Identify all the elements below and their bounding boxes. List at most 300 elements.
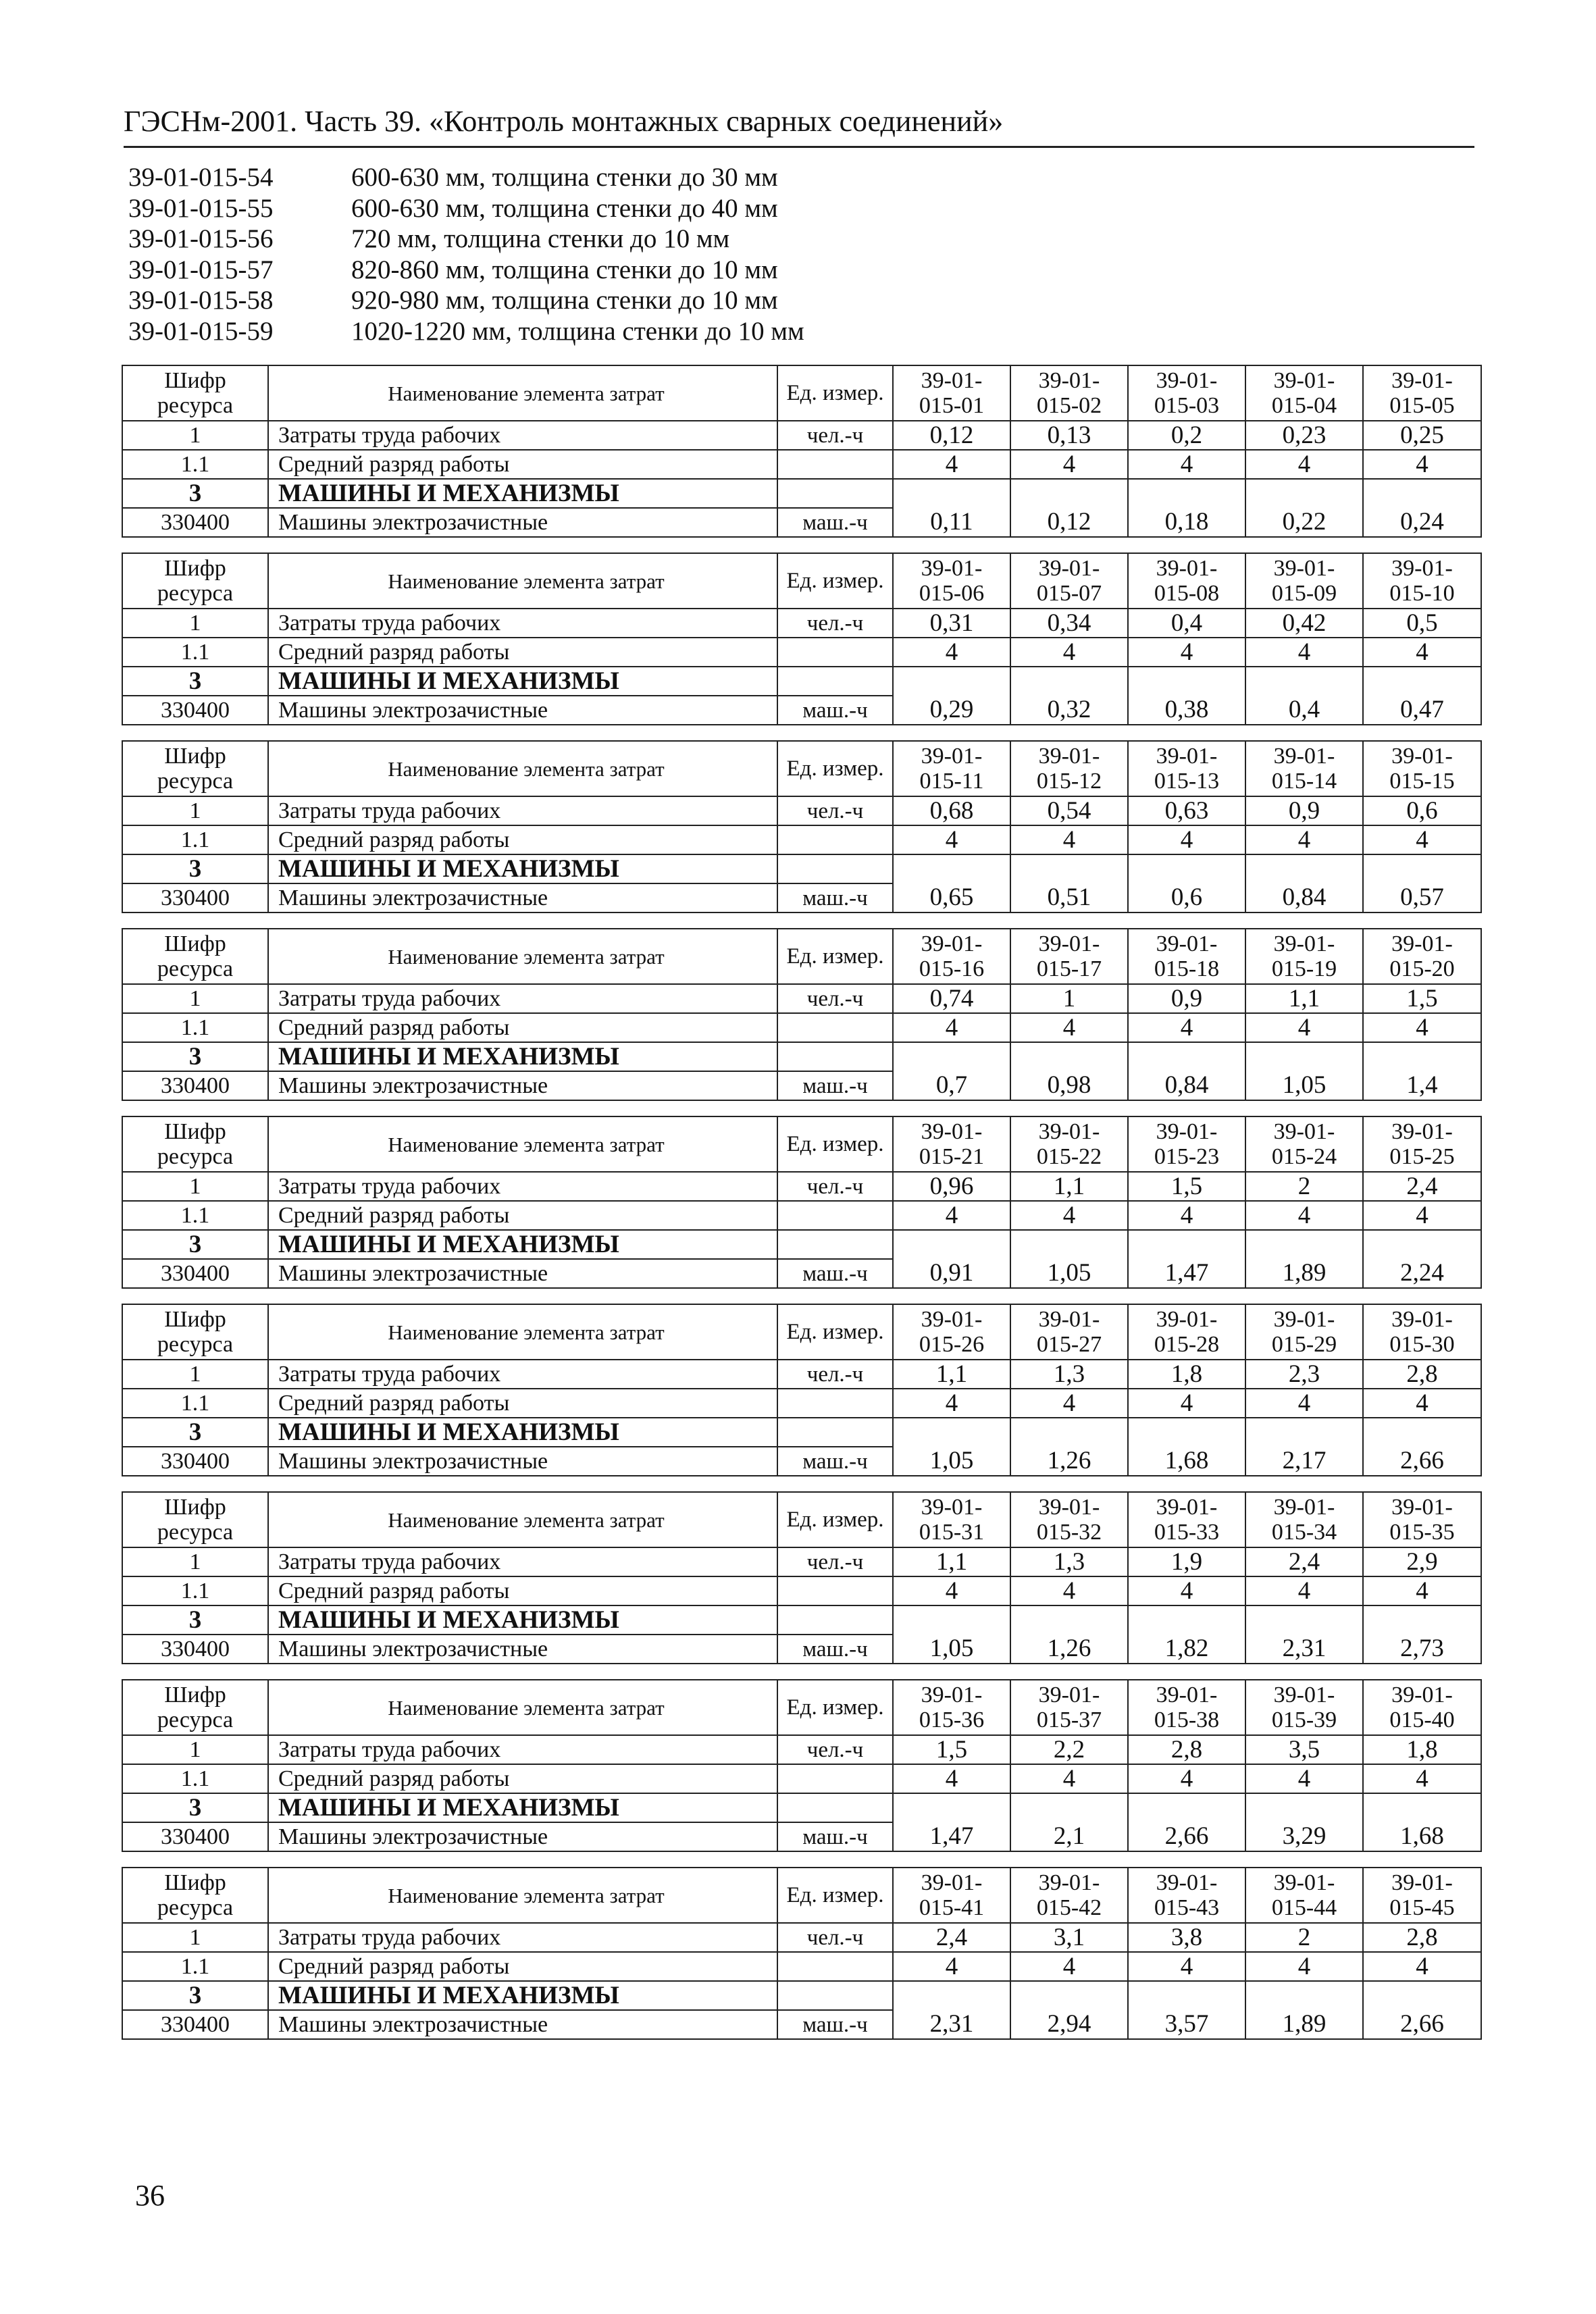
machine-value: 2,31	[893, 2010, 1010, 2039]
table-row-labor	[122, 609, 1481, 638]
grade-value: 4	[893, 1576, 1010, 1605]
row-unit	[777, 1576, 893, 1605]
row-code: 3	[122, 1981, 268, 2010]
row-name: МАШИНЫ И МЕХАНИЗМЫ	[268, 1042, 777, 1071]
labor-value: 0,5	[1363, 609, 1481, 638]
name-header: Наименование элемента затрат	[268, 741, 777, 796]
labor-value: 2,4	[1363, 1172, 1481, 1201]
norm-code-header	[1363, 553, 1481, 609]
labor-value: 2,2	[1010, 1735, 1128, 1764]
empty-cell	[893, 1793, 1010, 1822]
row-name: Средний разряд работы	[268, 1013, 777, 1042]
table-row-labor	[122, 1735, 1481, 1764]
empty-cell	[1245, 1605, 1363, 1635]
norm-code-header	[1010, 553, 1128, 609]
table-row-machine	[122, 1259, 1481, 1288]
machine-value: 0,84	[1245, 883, 1363, 912]
norm-code-header	[893, 1680, 1010, 1735]
row-name: Затраты труда рабочих	[268, 1735, 777, 1764]
row-code: 3	[122, 667, 268, 696]
labor-value: 1,1	[893, 1547, 1010, 1576]
row-unit: маш.-ч	[777, 508, 893, 537]
machine-value: 0,29	[893, 696, 1010, 725]
machine-value: 2,24	[1363, 1259, 1481, 1288]
norm-code-line1: 39-01-	[1038, 1307, 1100, 1332]
row-name: Затраты труда рабочих	[268, 984, 777, 1013]
description-row	[128, 224, 804, 255]
row-code: 3	[122, 1793, 268, 1822]
labor-value: 0,9	[1128, 984, 1245, 1013]
norm-code-line2: 015-25	[1389, 1144, 1455, 1169]
norm-code-line1: 39-01-	[1156, 1870, 1218, 1895]
norm-code-line1: 39-01-	[1156, 1119, 1218, 1144]
unit-header: Ед. измер.	[777, 1116, 893, 1172]
empty-cell	[1245, 1042, 1363, 1071]
grade-value: 4	[1363, 1576, 1481, 1605]
empty-cell	[893, 479, 1010, 508]
grade-value: 4	[1128, 1389, 1245, 1418]
row-name: Затраты труда рабочих	[268, 1547, 777, 1576]
code-header-line1: Шифр	[164, 931, 226, 956]
norm-code-line2: 015-12	[1036, 769, 1102, 794]
description-row	[128, 162, 804, 193]
empty-cell	[1010, 1418, 1128, 1447]
norm-code-line1: 39-01-	[1156, 368, 1218, 393]
description-text: 600-630 мм, толщина стенки до 30 мм	[351, 163, 778, 192]
norm-code-line2: 015-37	[1036, 1707, 1102, 1732]
empty-cell	[893, 1605, 1010, 1635]
norm-code-line1: 39-01-	[1156, 556, 1218, 581]
table-row-grade	[122, 1576, 1481, 1605]
row-code: 330400	[122, 1447, 268, 1476]
row-code: 1	[122, 609, 268, 638]
norm-code-line2: 015-43	[1154, 1895, 1220, 1920]
labor-value: 2,8	[1363, 1360, 1481, 1389]
row-unit	[777, 638, 893, 667]
machine-value: 1,89	[1245, 1259, 1363, 1288]
norm-code-line2: 015-15	[1389, 769, 1455, 794]
norm-code-header	[1245, 365, 1363, 421]
grade-value: 4	[1128, 1576, 1245, 1605]
row-unit	[777, 1013, 893, 1042]
code-header	[122, 1680, 268, 1735]
norm-code-header	[1010, 1304, 1128, 1360]
row-code: 1	[122, 984, 268, 1013]
labor-value: 0,6	[1363, 796, 1481, 825]
row-unit	[777, 1389, 893, 1418]
machine-value: 0,57	[1363, 883, 1481, 912]
cost-table	[122, 1491, 1482, 1664]
row-name: Средний разряд работы	[268, 1952, 777, 1981]
code-header-line1: Шифр	[164, 1119, 226, 1144]
norm-code-header	[893, 1492, 1010, 1547]
machine-value: 1,26	[1010, 1635, 1128, 1664]
empty-cell	[1128, 667, 1245, 696]
row-name: Средний разряд работы	[268, 1576, 777, 1605]
norm-code-line1: 39-01-	[921, 1119, 983, 1144]
table-row-labor	[122, 1547, 1481, 1576]
norm-code-line1: 39-01-	[1038, 1682, 1100, 1707]
machine-value: 0,12	[1010, 508, 1128, 537]
norm-code-line2: 015-18	[1154, 956, 1220, 981]
row-code: 330400	[122, 1071, 268, 1100]
table-header-row	[122, 553, 1481, 609]
norm-code-header	[1010, 1868, 1128, 1923]
row-code: 3	[122, 1042, 268, 1071]
labor-value: 2,4	[1245, 1547, 1363, 1576]
unit-header: Ед. измер.	[777, 1680, 893, 1735]
norm-code-header	[1128, 929, 1245, 984]
row-code: 1	[122, 796, 268, 825]
machine-value: 1,05	[1010, 1259, 1128, 1288]
norm-code-line1: 39-01-	[1038, 368, 1100, 393]
empty-cell	[777, 1042, 893, 1071]
norm-code-line2: 015-29	[1271, 1332, 1337, 1357]
row-name: МАШИНЫ И МЕХАНИЗМЫ	[268, 1418, 777, 1447]
norm-code-header	[1010, 1116, 1128, 1172]
norm-code-header	[1128, 553, 1245, 609]
labor-value: 2,8	[1363, 1923, 1481, 1952]
norm-code-line2: 015-07	[1036, 581, 1102, 606]
norm-code-line1: 39-01-	[1156, 931, 1218, 956]
labor-value: 0,9	[1245, 796, 1363, 825]
norm-code-line2: 015-45	[1389, 1895, 1455, 1920]
description-text: 600-630 мм, толщина стенки до 40 мм	[351, 193, 778, 223]
machine-value: 1,26	[1010, 1447, 1128, 1476]
labor-value: 0,54	[1010, 796, 1128, 825]
row-unit	[777, 1764, 893, 1793]
row-code: 1.1	[122, 1952, 268, 1981]
table-row-machine	[122, 1071, 1481, 1100]
norm-code-line2: 015-19	[1271, 956, 1337, 981]
norm-code-line2: 015-17	[1036, 956, 1102, 981]
code-header	[122, 1116, 268, 1172]
grade-value: 4	[893, 1952, 1010, 1981]
empty-cell	[777, 854, 893, 883]
code-header-line2: ресурса	[157, 581, 234, 606]
row-unit: маш.-ч	[777, 2010, 893, 2039]
table-header-row	[122, 741, 1481, 796]
norm-code-header	[893, 929, 1010, 984]
empty-cell	[1128, 1605, 1245, 1635]
code-header-line2: ресурса	[157, 1332, 234, 1357]
norm-code-line2: 015-33	[1154, 1520, 1220, 1545]
table-header-row	[122, 1868, 1481, 1923]
labor-value: 1	[1010, 984, 1128, 1013]
code-header-line1: Шифр	[164, 1495, 226, 1520]
empty-cell	[1128, 1793, 1245, 1822]
labor-value: 0,2	[1128, 421, 1245, 450]
empty-cell	[893, 1981, 1010, 2010]
norm-code-line2: 015-30	[1389, 1332, 1455, 1357]
table-row-labor	[122, 1172, 1481, 1201]
unit-header: Ед. измер.	[777, 741, 893, 796]
norm-code-line1: 39-01-	[921, 368, 983, 393]
norm-code-line1: 39-01-	[1038, 931, 1100, 956]
norm-code-line1: 39-01-	[1273, 556, 1335, 581]
grade-value: 4	[1245, 450, 1363, 479]
machine-value: 2,66	[1363, 2010, 1481, 2039]
code-header-line1: Шифр	[164, 1870, 226, 1895]
cost-table	[122, 1679, 1482, 1852]
machine-value: 0,65	[893, 883, 1010, 912]
row-name: Средний разряд работы	[268, 638, 777, 667]
labor-value: 2,3	[1245, 1360, 1363, 1389]
grade-value: 4	[893, 450, 1010, 479]
row-name: Машины электрозачистные	[268, 1259, 777, 1288]
row-name: Затраты труда рабочих	[268, 1360, 777, 1389]
empty-cell	[893, 667, 1010, 696]
name-header: Наименование элемента затрат	[268, 1304, 777, 1360]
labor-value: 0,74	[893, 984, 1010, 1013]
norm-code-line2: 015-06	[919, 581, 985, 606]
row-unit: чел.-ч	[777, 609, 893, 638]
table-row-machine	[122, 2010, 1481, 2039]
empty-cell	[893, 1042, 1010, 1071]
row-unit: чел.-ч	[777, 1923, 893, 1952]
grade-value: 4	[1245, 1389, 1363, 1418]
machine-value: 3,57	[1128, 2010, 1245, 2039]
empty-cell	[1245, 1793, 1363, 1822]
empty-cell	[777, 667, 893, 696]
empty-cell	[1010, 667, 1128, 696]
labor-value: 0,63	[1128, 796, 1245, 825]
table-row-labor	[122, 1360, 1481, 1389]
row-unit	[777, 1201, 893, 1230]
empty-cell	[1128, 1981, 1245, 2010]
norm-code-header	[893, 1304, 1010, 1360]
code-header	[122, 1304, 268, 1360]
grade-value: 4	[1245, 825, 1363, 854]
norm-code-line1: 39-01-	[1273, 1682, 1335, 1707]
row-code: 330400	[122, 883, 268, 912]
norm-code-header	[893, 1116, 1010, 1172]
grade-value: 4	[1128, 1013, 1245, 1042]
unit-header: Ед. измер.	[777, 365, 893, 421]
name-header: Наименование элемента затрат	[268, 553, 777, 609]
row-code: 330400	[122, 508, 268, 537]
row-name: Затраты труда рабочих	[268, 1172, 777, 1201]
code-header	[122, 553, 268, 609]
grade-value: 4	[1245, 1201, 1363, 1230]
norm-code-line1: 39-01-	[1391, 744, 1453, 769]
row-unit: чел.-ч	[777, 984, 893, 1013]
norm-code-line2: 015-24	[1271, 1144, 1337, 1169]
machine-value: 1,05	[893, 1635, 1010, 1664]
grade-value: 4	[893, 1764, 1010, 1793]
row-unit	[777, 825, 893, 854]
row-code: 1.1	[122, 638, 268, 667]
row-code: 3	[122, 479, 268, 508]
grade-value: 4	[1010, 638, 1128, 667]
labor-value: 1,3	[1010, 1360, 1128, 1389]
machine-value: 0,7	[893, 1071, 1010, 1100]
labor-value: 0,42	[1245, 609, 1363, 638]
row-unit: чел.-ч	[777, 1360, 893, 1389]
grade-value: 4	[1010, 1952, 1128, 1981]
empty-cell	[1245, 1230, 1363, 1259]
machine-value: 1,47	[893, 1822, 1010, 1851]
row-code: 1	[122, 1735, 268, 1764]
norm-code-header	[1128, 1492, 1245, 1547]
empty-cell	[1128, 854, 1245, 883]
cost-table	[122, 740, 1482, 913]
norm-code-header	[1010, 1680, 1128, 1735]
norm-code-line2: 015-10	[1389, 581, 1455, 606]
row-name: Машины электрозачистные	[268, 1635, 777, 1664]
machine-value: 2,31	[1245, 1635, 1363, 1664]
machine-value: 0,18	[1128, 508, 1245, 537]
machine-value: 2,94	[1010, 2010, 1128, 2039]
table-row-machines-group	[122, 1418, 1481, 1447]
labor-value: 1,1	[893, 1360, 1010, 1389]
row-code: 1.1	[122, 1389, 268, 1418]
machine-value: 0,47	[1363, 696, 1481, 725]
name-header: Наименование элемента затрат	[268, 1116, 777, 1172]
norm-code-header	[1010, 365, 1128, 421]
row-code: 1.1	[122, 1576, 268, 1605]
description-code: 39-01-015-55	[128, 193, 274, 223]
norm-code-line2: 015-20	[1389, 956, 1455, 981]
table-header-row	[122, 1304, 1481, 1360]
row-code: 1.1	[122, 1013, 268, 1042]
row-code: 330400	[122, 2010, 268, 2039]
grade-value: 4	[1245, 638, 1363, 667]
grade-value: 4	[893, 638, 1010, 667]
machine-value: 2,66	[1363, 1447, 1481, 1476]
code-header	[122, 1492, 268, 1547]
machine-value: 0,4	[1245, 696, 1363, 725]
norm-code-line1: 39-01-	[1391, 1307, 1453, 1332]
norm-code-line1: 39-01-	[921, 1682, 983, 1707]
name-header: Наименование элемента затрат	[268, 1492, 777, 1547]
row-name: Машины электрозачистные	[268, 1447, 777, 1476]
empty-cell	[1128, 1418, 1245, 1447]
row-code: 3	[122, 1418, 268, 1447]
name-header: Наименование элемента затрат	[268, 1868, 777, 1923]
code-header-line2: ресурса	[157, 1520, 234, 1545]
row-name: Машины электрозачистные	[268, 2010, 777, 2039]
norm-code-header	[1245, 553, 1363, 609]
empty-cell	[777, 479, 893, 508]
row-name: МАШИНЫ И МЕХАНИЗМЫ	[268, 667, 777, 696]
table-row-grade	[122, 1952, 1481, 1981]
empty-cell	[1010, 1605, 1128, 1635]
grade-value: 4	[1363, 1389, 1481, 1418]
norm-code-line2: 015-39	[1271, 1707, 1337, 1732]
empty-cell	[1363, 1981, 1481, 2010]
row-code: 330400	[122, 1822, 268, 1851]
grade-value: 4	[1128, 450, 1245, 479]
empty-cell	[1128, 1042, 1245, 1071]
norm-code-line1: 39-01-	[1038, 1119, 1100, 1144]
table-row-machines-group	[122, 1042, 1481, 1071]
grade-value: 4	[1245, 1576, 1363, 1605]
machine-value: 1,05	[1245, 1071, 1363, 1100]
grade-value: 4	[893, 825, 1010, 854]
row-name: Средний разряд работы	[268, 825, 777, 854]
machine-value: 0,98	[1010, 1071, 1128, 1100]
row-code: 1.1	[122, 1764, 268, 1793]
norm-code-header	[1363, 1116, 1481, 1172]
machine-value: 0,32	[1010, 696, 1128, 725]
labor-value: 0,23	[1245, 421, 1363, 450]
row-code: 330400	[122, 1259, 268, 1288]
unit-header: Ед. измер.	[777, 929, 893, 984]
table-row-grade	[122, 1013, 1481, 1042]
table-row-machine	[122, 1822, 1481, 1851]
machine-value: 0,51	[1010, 883, 1128, 912]
norm-code-line2: 015-31	[919, 1520, 985, 1545]
unit-header: Ед. измер.	[777, 1304, 893, 1360]
labor-value: 3,1	[1010, 1923, 1128, 1952]
labor-value: 0,13	[1010, 421, 1128, 450]
description-code: 39-01-015-57	[128, 255, 274, 284]
machine-value: 2,73	[1363, 1635, 1481, 1664]
grade-value: 4	[1128, 1201, 1245, 1230]
empty-cell	[1010, 1042, 1128, 1071]
machine-value: 2,17	[1245, 1447, 1363, 1476]
machine-value: 0,24	[1363, 508, 1481, 537]
code-header-line1: Шифр	[164, 368, 226, 393]
norm-code-header	[1128, 741, 1245, 796]
norm-code-header	[1010, 929, 1128, 984]
norm-code-line1: 39-01-	[1273, 744, 1335, 769]
grade-value: 4	[1010, 825, 1128, 854]
row-code: 1.1	[122, 1201, 268, 1230]
norm-code-line2: 015-04	[1271, 393, 1337, 418]
labor-value: 0,68	[893, 796, 1010, 825]
grade-value: 4	[1010, 1013, 1128, 1042]
grade-value: 4	[1363, 1764, 1481, 1793]
table-row-labor	[122, 796, 1481, 825]
norm-code-header	[1245, 1492, 1363, 1547]
machine-value: 1,68	[1128, 1447, 1245, 1476]
row-code: 1	[122, 1547, 268, 1576]
norm-code-header	[1010, 741, 1128, 796]
norm-code-line2: 015-28	[1154, 1332, 1220, 1357]
code-header-line2: ресурса	[157, 393, 234, 418]
norm-code-header	[1245, 1304, 1363, 1360]
table-header-row	[122, 929, 1481, 984]
empty-cell	[1363, 479, 1481, 508]
table-row-grade	[122, 638, 1481, 667]
norm-code-line1: 39-01-	[1273, 368, 1335, 393]
norm-code-line1: 39-01-	[1273, 1307, 1335, 1332]
row-unit: маш.-ч	[777, 1071, 893, 1100]
table-row-machine	[122, 696, 1481, 725]
norm-code-line2: 015-44	[1271, 1895, 1337, 1920]
row-code: 1	[122, 1923, 268, 1952]
code-header-line2: ресурса	[157, 769, 234, 794]
empty-cell	[777, 1230, 893, 1259]
labor-value: 0,4	[1128, 609, 1245, 638]
labor-value: 0,96	[893, 1172, 1010, 1201]
page-header: ГЭСНм-2001. Часть 39. «Контроль монтажных сварных соединений»	[124, 101, 1474, 148]
row-unit	[777, 450, 893, 479]
code-header-line2: ресурса	[157, 1144, 234, 1169]
empty-cell	[1010, 1793, 1128, 1822]
row-code: 1	[122, 1172, 268, 1201]
empty-cell	[1010, 854, 1128, 883]
norm-code-header	[1245, 741, 1363, 796]
norm-code-header	[1363, 1304, 1481, 1360]
cost-table	[122, 552, 1482, 725]
row-name: МАШИНЫ И МЕХАНИЗМЫ	[268, 1605, 777, 1635]
code-header-line1: Шифр	[164, 1682, 226, 1707]
norm-code-line1: 39-01-	[921, 1495, 983, 1520]
empty-cell	[893, 1418, 1010, 1447]
